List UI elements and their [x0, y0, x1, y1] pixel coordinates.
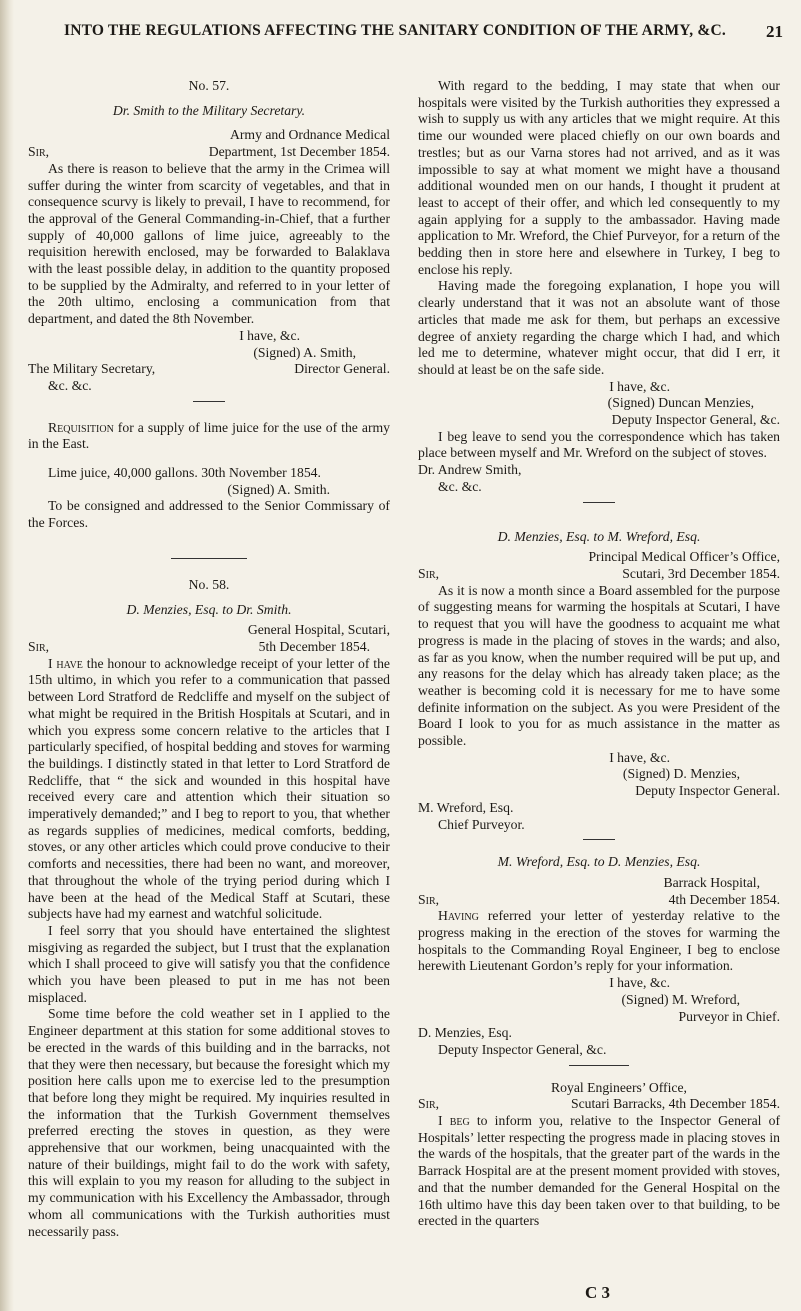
right-column: [418, 78, 780, 1230]
signatory-title: Director General.: [294, 361, 390, 377]
requisition-signature: (Signed) A. Smith.: [227, 481, 330, 497]
letter-body: Having made the foregoing explanation, I hope you will clearly understand that it was not an absolute want of those articles that made me ask for them, but perhaps an excessive degree of anxiety regarding the charge which I had, and which led me to determine, whatever might occur, that did I err, it should at least be on the safe side.: [418, 278, 780, 377]
letter-body: Some time before the cold weather set in I applied to the Engineer department at this station for some additional stoves to be erected in the wards of this building and in the barracks, not that they were then necessary, but because the foresight which my position here calls upon me to exercise led to the presumption that before long they might be required. My inquiries resulted in the information that the Turkish Government themselves preferred erecting the stoves in question, as they were apprehensive that our workmen, being unacquainted with the nature of their buildings, might fail to do the work with safety, this will explain to you my reason for alluding to the subject in my communication with his Excellency the Ambassador, through whom all communications with the Turkish authorities must necessarily pass.: [28, 1006, 390, 1239]
letter-address: Royal Engineers’ Office,: [551, 1079, 687, 1095]
recipient: Dr. Andrew Smith,: [418, 462, 522, 478]
paragraph-lead: Having: [438, 908, 479, 924]
recipient-etc: &c. &c.: [48, 377, 92, 393]
letter-heading: M. Wreford, Esq. to D. Menzies, Esq.: [497, 854, 701, 870]
salutation: Sir,: [28, 638, 50, 654]
letter-heading: D. Menzies, Esq. to Dr. Smith.: [126, 601, 292, 617]
section-rule: [171, 558, 247, 559]
letter-number: No. 58.: [188, 576, 230, 592]
salutation-row: [418, 1096, 780, 1113]
signatory-title: Deputy Inspector General, &c.: [611, 412, 780, 428]
salutation: Sir,: [418, 891, 440, 907]
signature-mark: C 3: [585, 1283, 611, 1302]
letter-body: I beg leave to send you the correspondence which has taken place between myself and Mr. Wreford on the subject of stoves.: [418, 428, 780, 461]
requisition-heading: [28, 420, 390, 453]
signatory-title: Deputy Inspector General.: [635, 783, 780, 799]
salutation-row: [418, 566, 780, 583]
letter-body: [418, 1113, 780, 1230]
letter-address: Army and Ordnance Medical: [229, 127, 390, 143]
letter-number: No. 57.: [188, 78, 230, 93]
recipient-etc: &c. &c.: [438, 478, 482, 494]
page-gutter: [0, 0, 14, 1311]
section-rule: [193, 401, 225, 402]
letter-address: Principal Medical Officer’s Office,: [588, 549, 780, 565]
letter-heading: D. Menzies, Esq. to M. Wreford, Esq.: [497, 528, 701, 544]
signatory-title: Purveyor in Chief.: [678, 1008, 780, 1024]
salutation-row: [28, 144, 390, 161]
recipient: The Military Secretary,: [28, 361, 156, 377]
paragraph-text: the honour to acknowledge receipt of your letter of the 15th ultimo, in which you refer to a communication that passed between Lord Stratford de Redcliffe and myself on the subject of what might be required in the British Hospitals at Scutari, and in which you express some concern relative to the articles that I particularly specified, of hospital bedding and stoves for warming the buildings. I distinctly stated in that letter to Lord Stratford de Redcliffe, that “ the sick and wounded in this hospital have received every care and attention which their situation so imperatively demanded;” and I beg to report to you, that whether as regards supplies of medicines, medical comforts, bedding, stoves, or any other articles which could prove conducive to their comforts and necessities, there had been no want, and moreover, that throughout the whole of the trying period during which I have been at the head of the Medical Staff at Scutari, these subjects have had my earnest and watchful solicitude.: [28, 655, 390, 922]
letter-body: [418, 908, 780, 975]
letter-date: 5th December 1854.: [258, 638, 370, 654]
letter-address: General Hospital, Scutari,: [247, 622, 390, 638]
letter-body: I feel sorry that you should have entertained the slightest misgiving as regarded the subject, but I trust that the explanation which I shall proceed to give will satisfy you that the confidence which you have been pleased to put in me has not been misplaced.: [28, 922, 390, 1005]
page-number: 21: [766, 22, 783, 41]
salutation-row: [418, 892, 780, 909]
signature: (Signed) Duncan Menzies,: [607, 395, 754, 411]
section-rule: [583, 839, 615, 840]
recipient: M. Wreford, Esq.: [418, 799, 514, 815]
letter-body: [28, 656, 390, 923]
paragraph-text: to inform you, relative to the Inspector General of Hospitals’ letter respecting the progress made in placing stoves in the wards of the hospitals, that the greater part of the wards in the Barrack Hospital are at the present moment provided with stoves, and that the number demanded for the General Hospital on the 16th ultimo have this day been taken over to that building, to be erected in the quarters: [418, 1113, 780, 1229]
letter-body: As there is reason to believe that the army in the Crimea will suffer during the winter from scarcity of vegetables, and that in consequence scurvy is likely to prevail, I have to recommend, for the approval of the General Commanding-in-Chief, that a further supply of 40,000 gallons of lime juice, agreeably to the requisition herewith enclosed, may be forwarded to Balaklava with the least possible delay, in addition to the quantity proposed to be supplied by the Admiralty, and referred to in your letter of the 20th ultimo, enclosing a communication from that department, and dated the 8th November.: [28, 160, 390, 327]
letter-date: Department, 1st December 1854.: [208, 144, 390, 160]
closing: I have, &c.: [609, 975, 670, 991]
paragraph-text: referred your letter of yesterday relative to the progress making in the erection of the stoves for warming the hospitals to the Commanding Royal Engineer, I beg to enclose herewith Lieutenant Gordon’s reply for your information.: [418, 908, 780, 974]
requisition-consign: To be consigned and addressed to the Senior Commissary of the Forces.: [28, 498, 390, 531]
requisition-lead: Requisition: [48, 419, 114, 435]
signature: (Signed) M. Wreford,: [621, 991, 740, 1007]
page-header: [14, 22, 801, 44]
letter-body: As it is now a month since a Board assembled for the purpose of suggesting means for warming the hospitals at Scutari, I have to request that you will have the goodness to acquaint me what progress is made in the placing of stoves in the wards; and also, as far as you know, when the number required will be put up, and any reasons for the delay which has already taken place; as the weather is becoming cold it is necessary for me to have some definite information on the subject. As you were President of the Board I look to you for as much assistance in the matter as possible.: [418, 582, 780, 749]
letter-date: 4th December 1854.: [668, 891, 780, 907]
section-rule: [583, 502, 615, 503]
salutation: Sir,: [418, 565, 440, 581]
letter-date: Scutari, 3rd December 1854.: [622, 565, 780, 581]
letter-address: Barrack Hospital,: [663, 874, 760, 890]
salutation: Sir,: [418, 1096, 440, 1112]
left-column: [28, 78, 390, 1240]
signature: (Signed) D. Menzies,: [622, 766, 740, 782]
letter-date: Scutari Barracks, 4th December 1854.: [570, 1096, 780, 1112]
running-title: INTO THE REGULATIONS AFFECTING THE SANITARY CONDITION OF THE ARMY, &C.: [64, 22, 726, 39]
requisition-title: for a supply of lime juice for the use of the army in the East.: [28, 419, 390, 452]
letter-heading: Dr. Smith to the Military Secretary.: [112, 102, 306, 118]
closing: I have, &c.: [609, 378, 670, 394]
section-rule: [569, 1065, 629, 1066]
letter-body: With regard to the bedding, I may state that when our hospitals were visited by the Turkish authorities they expressed a wish to supply us with any articles that we might require. At this time our wounded were placed chiefly on our own boards and trestles; but as our Varna stores had not arrived, and as it was impossible to say at what moment we might have a thousand additional wounded men on our hands, I thought it prudent at least to accept of their offer, and which led consequently to my again applying for a supply to the ambassador. Having made application to Mr. Wreford, the Chief Purveyor, for a return of the bedding then in store here and elsewhere in Turkey, I beg to enclose his reply.: [418, 78, 780, 277]
signature: (Signed) A. Smith,: [253, 344, 356, 360]
recipient-title: Deputy Inspector General, &c.: [438, 1041, 607, 1057]
recipient-title: Chief Purveyor.: [438, 816, 525, 832]
salutation: Sir,: [28, 144, 50, 160]
closing: I have, &c.: [609, 749, 670, 765]
recipient: D. Menzies, Esq.: [418, 1025, 512, 1041]
paragraph-lead: I beg: [438, 1113, 470, 1129]
closing: I have, &c.: [239, 327, 300, 343]
requisition-line: Lime juice, 40,000 gallons. 30th November 1854.: [48, 465, 321, 481]
salutation-row: [28, 639, 390, 656]
paragraph-lead: I have: [48, 655, 83, 671]
recipient-row: [28, 361, 390, 378]
